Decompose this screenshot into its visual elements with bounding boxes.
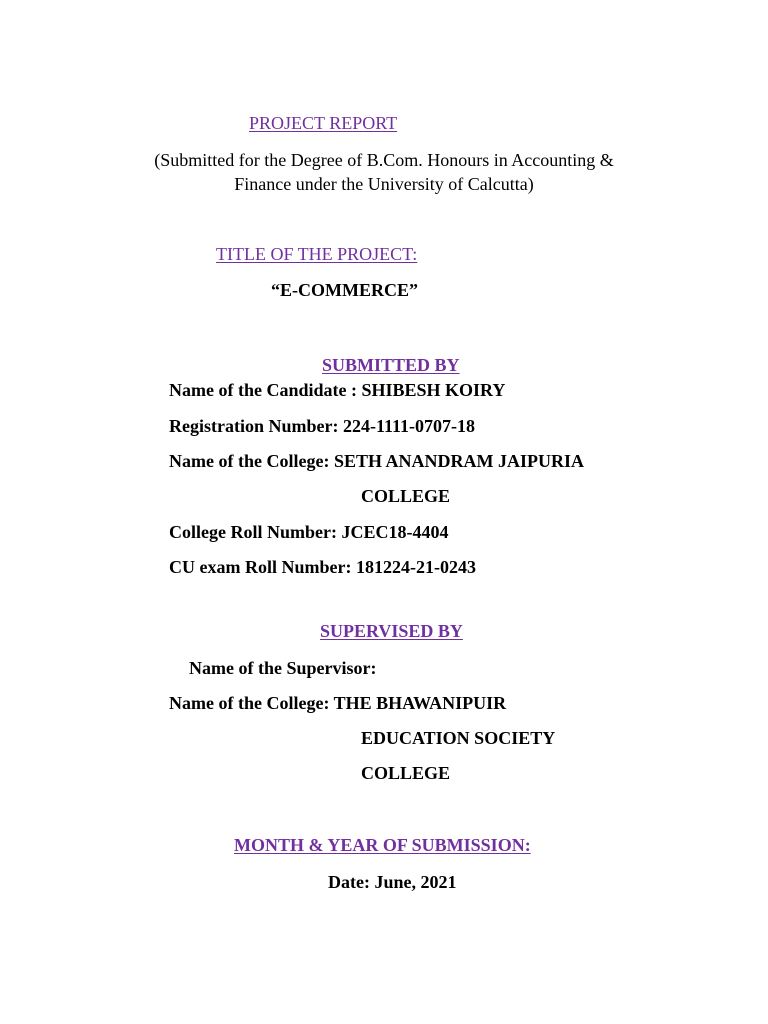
supervisor-college-line1: Name of the College: THE BHAWANIPUIR xyxy=(169,693,507,713)
submission-degree-text-line1: (Submitted for the Degree of B.Com. Honours in Accounting & xyxy=(154,150,614,170)
supervisor-name: Name of the Supervisor: xyxy=(189,658,377,678)
supervisor-college-line3: COLLEGE xyxy=(361,763,451,783)
project-report-heading: PROJECT REPORT xyxy=(249,113,398,133)
submission-date: Date: June, 2021 xyxy=(328,872,457,892)
project-title-heading: TITLE OF THE PROJECT: xyxy=(216,244,418,264)
candidate-name: Name of the Candidate : SHIBESH KOIRY xyxy=(169,380,506,400)
supervised-by-heading: SUPERVISED BY xyxy=(320,621,463,641)
college-roll-number: College Roll Number: JCEC18-4404 xyxy=(169,522,449,542)
submission-date-heading: MONTH & YEAR OF SUBMISSION: xyxy=(234,835,531,855)
supervisor-college-line2: EDUCATION SOCIETY xyxy=(361,728,556,748)
project-title: “E-COMMERCE” xyxy=(271,280,418,300)
candidate-college-line1: Name of the College: SETH ANANDRAM JAIPURIA xyxy=(169,451,584,471)
submitted-by-heading: SUBMITTED BY xyxy=(322,355,460,375)
candidate-college-line2: COLLEGE xyxy=(361,486,451,506)
registration-number: Registration Number: 224-1111-0707-18 xyxy=(169,416,475,436)
cu-exam-roll-number: CU exam Roll Number: 181224-21-0243 xyxy=(169,557,476,577)
submission-degree-text-line2: Finance under the University of Calcutta) xyxy=(234,174,534,194)
